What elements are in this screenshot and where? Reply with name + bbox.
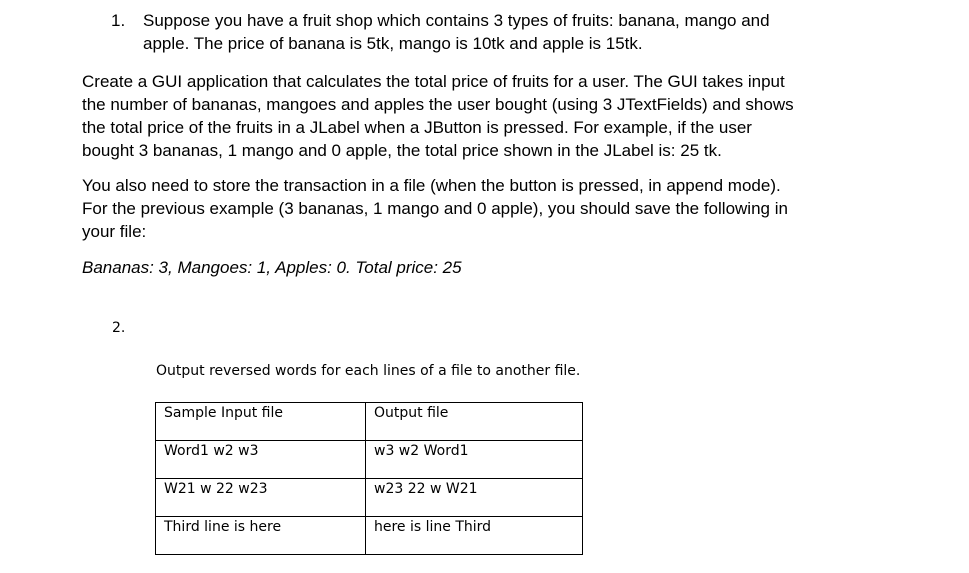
header-sample-input: Sample Input file (156, 403, 366, 441)
question-1-intro-line-2: apple. The price of banana is 5tk, mango is 10tk and apple is 15tk. (143, 34, 643, 53)
paragraph-2-line-3: your file: (82, 222, 147, 241)
input-output-table (155, 402, 583, 555)
header-output-file: Output file (366, 403, 583, 441)
question-2-number: 2. (112, 320, 126, 336)
input-cell: W21 w 22 w23 (156, 479, 366, 517)
paragraph-1-line-3: the total price of the fruits in a JLabel when a JButton is pressed. For example, if the user (82, 118, 752, 137)
example-file-output: Bananas: 3, Mangoes: 1, Apples: 0. Total price: 25 (82, 258, 462, 277)
output-cell: here is line Third (366, 517, 583, 555)
paragraph-1-line-1: Create a GUI application that calculates the total price of fruits for a user. The GUI takes input (82, 72, 785, 91)
paragraph-2-line-2: For the previous example (3 bananas, 1 mango and 0 apple), you should save the following in (82, 199, 788, 218)
question-2-title: Output reversed words for each lines of a file to another file. (156, 363, 581, 379)
question-1-number: 1. (111, 11, 126, 30)
table-row (156, 517, 583, 555)
table-row (156, 479, 583, 517)
paragraph-2-line-1: You also need to store the transaction in a file (when the button is pressed, in append mode). (82, 176, 781, 195)
paragraph-1-line-2: the number of bananas, mangoes and apples the user bought (using 3 JTextFields) and shows (82, 95, 794, 114)
input-cell: Word1 w2 w3 (156, 441, 366, 479)
output-cell: w3 w2 Word1 (366, 441, 583, 479)
output-cell: w23 22 w W21 (366, 479, 583, 517)
paragraph-1-line-4: bought 3 bananas, 1 mango and 0 apple, the total price shown in the JLabel is: 25 tk. (82, 141, 722, 160)
question-1-paragraph-1 (82, 70, 882, 162)
table-row (156, 441, 583, 479)
input-cell: Third line is here (156, 517, 366, 555)
question-1-paragraph-2 (82, 174, 882, 243)
table-header-row (156, 403, 583, 441)
question-1-intro-line-1: Suppose you have a fruit shop which contains 3 types of fruits: banana, mango and (143, 11, 770, 30)
